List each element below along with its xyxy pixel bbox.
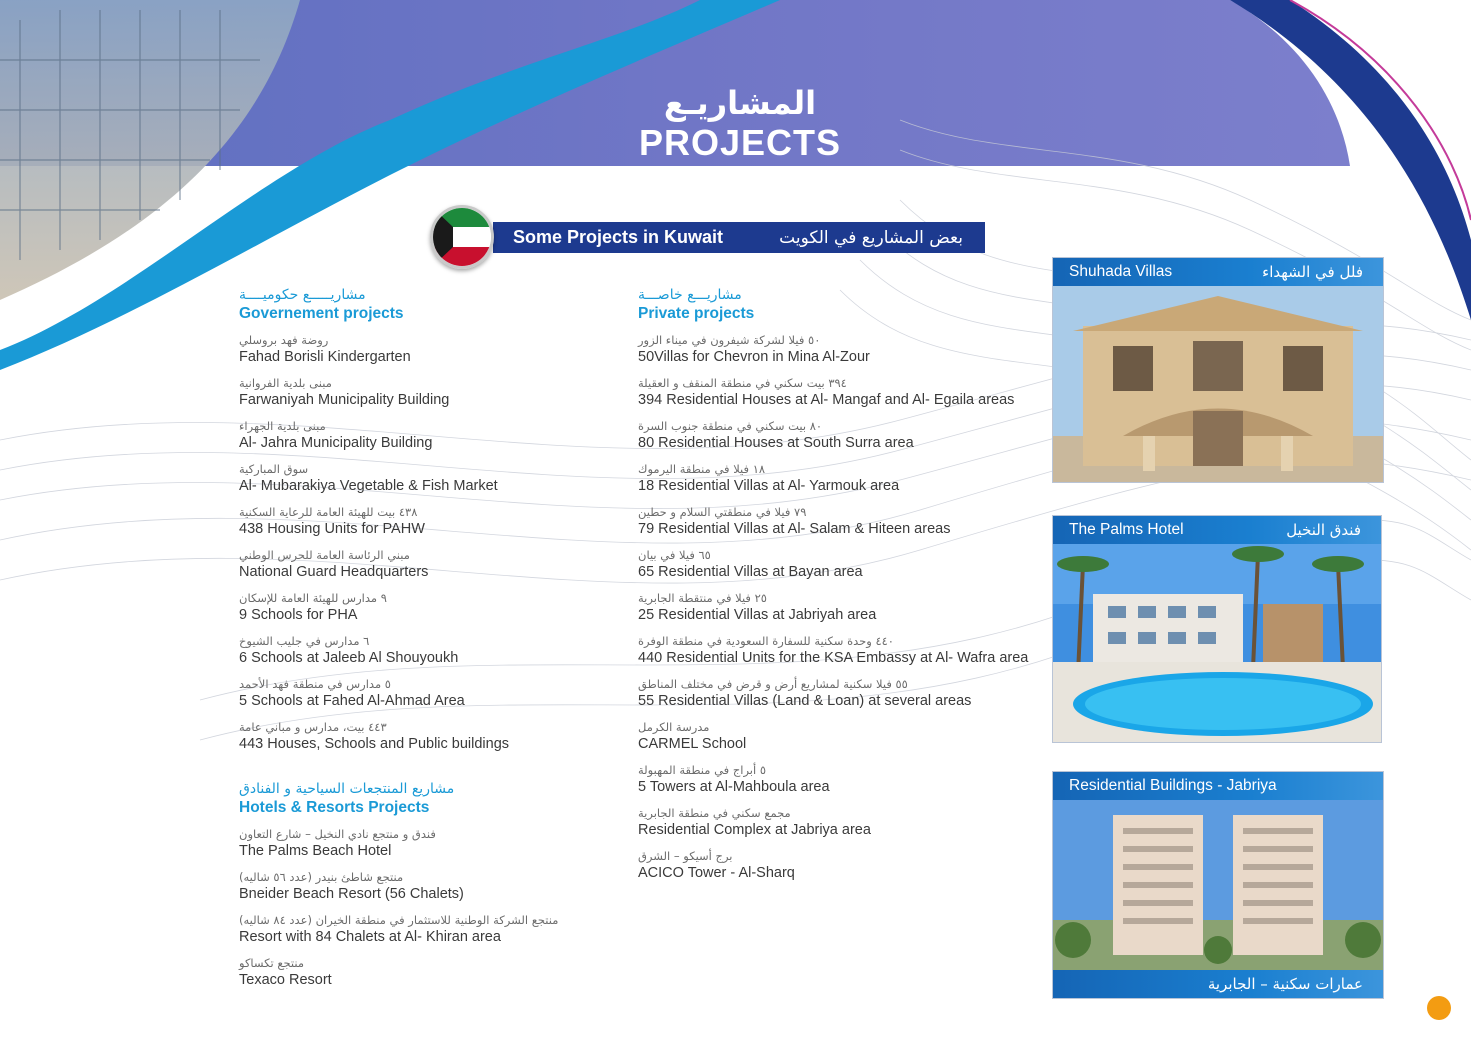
villa-photo: [1053, 286, 1383, 482]
photo-caption: [1053, 516, 1381, 544]
item-english: 9 Schools for PHA: [239, 607, 358, 623]
item-english: 25 Residential Villas at Jabriyah area: [638, 607, 877, 623]
item-arabic: ٥٠ فيلا لشركة شيفرون في ميناء الزور: [638, 333, 821, 347]
photo-card-shuhada-villas: [1052, 257, 1384, 483]
list-item: [638, 332, 1038, 367]
section-heading-bar: [493, 222, 985, 253]
buildings-photo: [1053, 800, 1383, 970]
item-arabic: فندق و منتجع نادي النخيل – شارع التعاون: [239, 827, 436, 841]
list-item: [239, 912, 629, 947]
item-english: 18 Residential Villas at Al- Yarmouk area: [638, 478, 900, 494]
item-arabic: ٦٥ فيلا في بيان: [638, 548, 711, 562]
item-arabic: ٣٩٤ بيت سكني في منطقة المنقف و العقيلة: [638, 376, 847, 390]
item-arabic: ٥٥ فيلا سكنية لمشاريع أرض و قرض في مختلف المناطق: [638, 677, 908, 691]
list-item: [638, 719, 1038, 754]
photo-card-palms-hotel: [1052, 515, 1382, 743]
private-title-arabic: مشاريـــع خاصـــة: [638, 287, 742, 303]
caption-arabic: فندق النخيل: [1286, 521, 1361, 539]
item-english: 438 Housing Units for PAHW: [239, 521, 425, 537]
list-item: [638, 547, 1038, 582]
list-item: [239, 590, 629, 625]
list-item: [638, 375, 1038, 410]
hotels-title-arabic: مشاريع المنتجعات السياحية و الفنادق: [239, 781, 455, 797]
item-arabic: مدرسة الكرمل: [638, 720, 710, 734]
list-item: [638, 848, 1038, 883]
hotel-photo: [1053, 544, 1381, 742]
item-english: 79 Residential Villas at Al- Salam & Hiteen areas: [638, 521, 951, 537]
item-arabic: منتجع شاطئ بنيدر (عدد ٥٦ شاليه): [239, 870, 404, 884]
item-english: Resort with 84 Chalets at Al- Khiran area: [239, 929, 501, 945]
item-english: 55 Residential Villas (Land & Loan) at several areas: [638, 693, 972, 709]
item-arabic: ٧٩ فيلا في منطقتي السلام و حطين: [638, 505, 807, 519]
page-title-arabic: المشاريـع: [663, 84, 817, 122]
item-english: 50Villas for Chevron in Mina Al-Zour: [638, 349, 870, 365]
caption-arabic: عمارات سكنية – الجابرية: [1207, 975, 1363, 993]
item-arabic: سوق المباركية: [239, 462, 309, 476]
item-english: 65 Residential Villas at Bayan area: [638, 564, 863, 580]
item-arabic: ٤٤٣ بيت، مدارس و مباني عامة: [239, 720, 387, 734]
item-english: ACICO Tower - Al-Sharq: [638, 865, 795, 881]
government-projects-column: [239, 286, 629, 990]
item-english: National Guard Headquarters: [239, 564, 429, 580]
kuwait-flag-icon: [430, 205, 494, 269]
list-item: [239, 418, 629, 453]
item-arabic: مجمع سكني في منطقة الجابرية: [638, 806, 791, 820]
item-arabic: ٤٤٠ وحدة سكنية للسفارة السعودية في منطقة الوفرة: [638, 634, 894, 648]
item-arabic: منتجع الشركة الوطنية للاستثمار في منطقة الخيران (عدد ٨٤ شاليه): [239, 913, 559, 927]
caption-english: The Palms Hotel: [1069, 521, 1184, 538]
list-item: [239, 955, 629, 990]
section-title: Some Projects in Kuwait: [513, 227, 724, 247]
photo-card-residential-buildings: [1052, 771, 1384, 999]
item-english: CARMEL School: [638, 736, 747, 752]
item-arabic: ٦ مدارس في جليب الشيوخ: [239, 634, 370, 648]
page-title: PROJECTS: [638, 122, 842, 163]
list-item: [239, 826, 629, 861]
list-item: [638, 590, 1038, 625]
list-item: [239, 375, 629, 410]
list-item: [638, 676, 1038, 711]
item-arabic: مبني الرئاسة العامة للحرس الوطني: [239, 548, 410, 562]
item-arabic: روضة فهد بروسلي: [239, 333, 329, 347]
item-english: Al- Mubarakiya Vegetable & Fish Market: [239, 478, 498, 494]
item-english: 5 Towers at Al-Mahboula area: [638, 779, 830, 795]
item-english: 394 Residential Houses at Al- Mangaf and Al- Egaila areas: [638, 392, 1015, 408]
item-arabic: ٥ مدارس في منطقة فهد الأحمد: [239, 677, 391, 691]
list-item: [638, 504, 1038, 539]
item-english: Al- Jahra Municipality Building: [239, 435, 433, 451]
list-item: [239, 869, 629, 904]
page-header: [560, 84, 920, 164]
hotels-projects-group: [239, 780, 629, 990]
private-projects-column: [638, 286, 1038, 883]
item-english: Texaco Resort: [239, 972, 332, 988]
item-arabic: منتجع تكساكو: [239, 956, 305, 970]
item-arabic: ١٨ فيلا في منطقة اليرموك: [638, 462, 766, 476]
list-item: [638, 762, 1038, 797]
list-item: [239, 332, 629, 367]
item-english: Farwaniyah Municipality Building: [239, 392, 450, 408]
item-arabic: ٩ مدارس للهيئة العامة للإسكان: [239, 591, 387, 605]
item-arabic: ٤٣٨ بيت للهيئة العامة للرعاية السكنية: [239, 505, 418, 519]
item-english: Fahad Borisli Kindergarten: [239, 349, 411, 365]
government-title: Governement projects: [239, 305, 404, 322]
item-arabic: ٥ أبراج في منطقة المهبولة: [638, 763, 767, 777]
list-item: [239, 633, 629, 668]
list-item: [638, 633, 1038, 668]
list-item: [638, 805, 1038, 840]
item-english: 5 Schools at Fahed Al-Ahmad Area: [239, 693, 465, 709]
photo-caption: [1053, 258, 1383, 286]
hotels-title: Hotels & Resorts Projects: [239, 799, 430, 816]
list-item: [239, 719, 629, 754]
item-arabic: برج أسيكو – الشرق: [638, 849, 733, 863]
item-english: 440 Residential Units for the KSA Embassy at Al- Wafra area: [638, 650, 1029, 666]
item-arabic: مبنى بلدية الجهراء: [239, 419, 326, 433]
private-title: Private projects: [638, 305, 755, 322]
photo-caption-bottom: [1053, 970, 1383, 998]
caption-arabic: فلل في الشهداء: [1262, 263, 1363, 281]
caption-english: Shuhada Villas: [1069, 263, 1173, 280]
item-arabic: ٢٥ فيلا في منتقطة الجابرية: [638, 591, 767, 605]
item-english: The Palms Beach Hotel: [239, 843, 392, 859]
item-arabic: مبنى بلدية الفروانية: [239, 376, 332, 390]
list-item: [638, 461, 1038, 496]
list-item: [239, 547, 629, 582]
list-item: [239, 676, 629, 711]
item-english: Residential Complex at Jabriya area: [638, 822, 871, 838]
item-english: Bneider Beach Resort (56 Chalets): [239, 886, 464, 902]
list-item: [638, 418, 1038, 453]
government-title-arabic: مشاريـــــع حكوميــــة: [239, 287, 366, 303]
item-arabic: ٨٠ بيت سكني في منطقة جنوب السرة: [638, 419, 823, 433]
item-english: 80 Residential Houses at South Surra area: [638, 435, 914, 451]
caption-english: Residential Buildings - Jabriya: [1069, 777, 1277, 794]
item-english: 6 Schools at Jaleeb Al Shouyoukh: [239, 650, 459, 666]
list-item: [239, 504, 629, 539]
list-item: [239, 461, 629, 496]
photo-caption: [1053, 772, 1383, 800]
section-title-arabic: بعض المشاريع في الكويت: [779, 227, 963, 248]
item-english: 443 Houses, Schools and Public buildings: [239, 736, 510, 752]
page-marker: [1427, 996, 1451, 1020]
